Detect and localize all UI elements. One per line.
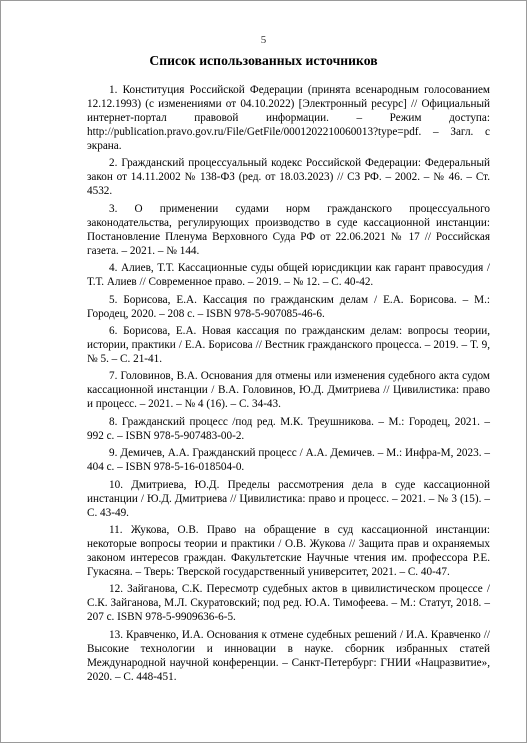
reference-text: Гражданский процесс /под ред. М.К. Треушникова. – М.: Городец, 2021. – 992 с. – ISBN 978-5-907483-00-2. [87, 415, 490, 442]
reference-number: 6. [109, 324, 118, 337]
reference-item [87, 369, 490, 411]
reference-text: Зайганова, С.К. Пересмотр судебных актов в цивилистическом процессе / С.К. Зайганова, М.Л. Скуратовский; под ред. Ю.А. Тимофеева. – М.: Статут, 2018. – 207 с. ISBN 978-5-9909636-6-5. [87, 583, 490, 624]
reference-item [87, 446, 490, 474]
reference-text: Алиев, Т.Т. Кассационные суды общей юрисдикции как гарант правосудия / Т.Т. Алиев // Современное право. – 2019. – № 12. – С. 40-42. [87, 262, 491, 289]
reference-text: Жукова, О.В. Право на обращение в суд кассационной инстанции: некоторые вопросы теории и практики / О.В. Жукова // Защита прав и охраняемых законом интересов граждан. Факультетские Научные чтения им. профессора Р.Е. Гукасяна. – Тверь: Тверской государственный университет, 2021. – С. 40-47. [87, 523, 491, 578]
reference-item [87, 478, 490, 520]
reference-number: 1. [109, 84, 118, 96]
reference-text: Борисова, Е.А. Новая кассация по гражданским делам: вопросы теории, истории, практики / Е.А. Борисова // Вестник гражданского процесса. – 2019. – Т. 9, № 5. – С. 21-41. [87, 324, 490, 365]
reference-item [87, 628, 490, 684]
reference-item [87, 415, 490, 443]
reference-number: 7. [109, 370, 118, 383]
reference-number: 3. [109, 202, 118, 215]
reference-number: 13. [109, 628, 123, 641]
reference-number: 9. [109, 447, 118, 460]
reference-number: 4. [109, 262, 118, 275]
reference-number: 12. [109, 583, 123, 596]
reference-text: Демичев, А.А. Гражданский процесс / А.А. Демичев. – М.: Инфра-М, 2023. – 404 с. – ISBN 978-5-16-018504-0. [87, 447, 491, 474]
page-number: 5 [260, 34, 267, 46]
reference-item [87, 83, 490, 153]
reference-text: О применении судами норм гражданского процессуального законодательства, регулирующих производство в суде кассационной инстанции: Постановление Пленума Верховного Суда РФ от 22.06.2021 № 17 // Российская газета. – 2021. – № 144. [87, 202, 491, 257]
reference-item [87, 202, 490, 258]
reference-text: Дмитриева, Ю.Д. Пределы рассмотрения дела в суде кассационной инстанции / Ю.Д. Дмитриева // Цивилистика: право и процесс. – 2021. – № 3 (15). – С. 43-49. [87, 478, 491, 519]
reference-item [87, 261, 490, 289]
reference-number: 5. [109, 293, 118, 306]
reference-text: Конституция Российской Федерации (принята всенародным голосованием 12.12.1993) (с изменениями от 04.10.2022) [Электронный ресурс] // Официальный интернет-портал правовой информации. – Режим доступа: http://publication.pravo.gov.ru/File/GetFile/0001202210060013?type=pdf. – Загл. с экрана. [87, 84, 491, 152]
reference-list [87, 83, 490, 687]
reference-number: 2. [109, 157, 118, 170]
reference-item [87, 293, 490, 321]
reference-item [87, 324, 490, 366]
reference-item [87, 156, 490, 198]
reference-item [87, 582, 490, 624]
reference-number: 11. [109, 523, 123, 536]
reference-text: Борисова, Е.А. Кассация по гражданским делам / Е.А. Борисова. – М.: Городец, 2020. – 208 с. – ISBN 978-5-907085-46-6. [87, 293, 491, 320]
reference-text: Гражданский процессуальный кодекс Российской Федерации: Федеральный закон от 14.11.2002 № 138-ФЗ (ред. от 18.03.2023) // СЗ РФ. – 2002. – № 46. – Ст. 4532. [87, 157, 490, 198]
reference-number: 10. [109, 478, 123, 491]
reference-number: 8. [109, 415, 118, 428]
page-title: Список использованных источников [149, 53, 378, 68]
reference-text: Головинов, В.А. Основания для отмены или изменения судебного акта судом кассационной инстанции / В.А. Головинов, Ю.Д. Дмитриева // Цивилистика: право и процесс. – 2021. – № 4 (16). – С. 34-43. [87, 370, 491, 411]
reference-text: Кравченко, И.А. Основания к отмене судебных решений / И.А. Кравченко // Высокие технологии и инновации в науке. сборник избранных статей Международной научной конференции. – Санкт-Петербург: ГНИИ «Нацразвитие», 2020. – С. 448-451. [87, 628, 490, 683]
reference-item [87, 523, 490, 579]
